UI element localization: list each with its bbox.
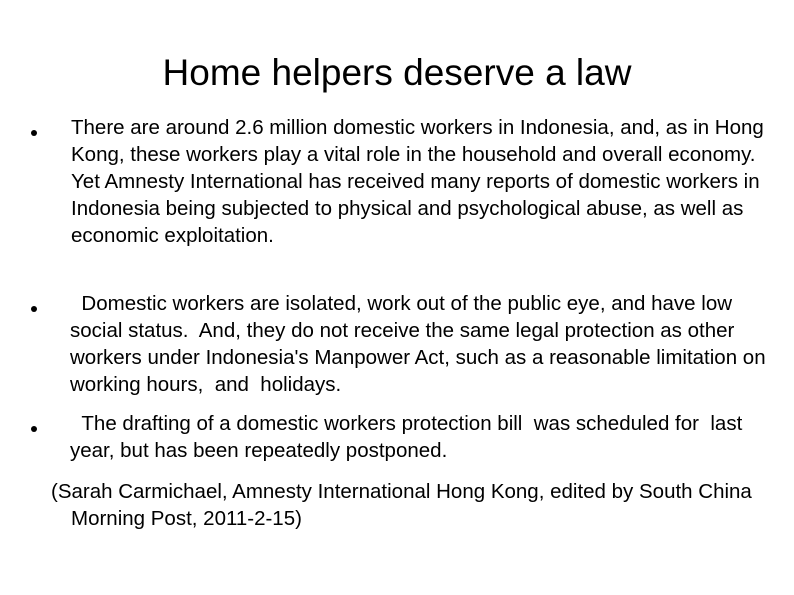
slide-title: Home helpers deserve a law	[162, 52, 632, 93]
bullet-text: There are around 2.6 million domestic workers in Indonesia, and, as in Hong Kong, these workers play a vital role in the household and overall economy. Yet Amnesty International has received many reports of domestic workers in Indonesia being subjected to physical and psychological abuse, as well as economic exploitation.	[71, 116, 770, 247]
bullet-item	[0, 114, 781, 249]
bullet-item	[0, 290, 770, 398]
bullet-dot-icon	[31, 306, 37, 312]
bullet-dot-icon	[31, 426, 37, 432]
bullet-text: The drafting of a domestic workers protection bill was scheduled for last year, but has been repeatedly postponed.	[70, 412, 748, 462]
bullet-item	[0, 410, 770, 464]
bullet-dot-icon	[31, 130, 37, 136]
bullet-text: Domestic workers are isolated, work out of the public eye, and have low social status. And, they do not receive the same legal protection as other workers under Indonesia's Manpower Act, such as a reasonable limitation on working hours, and holidays.	[70, 292, 772, 396]
citation: (Sarah Carmichael, Amnesty International Hong Kong, edited by South China Morning Post, 2011-2-15)	[51, 480, 752, 530]
